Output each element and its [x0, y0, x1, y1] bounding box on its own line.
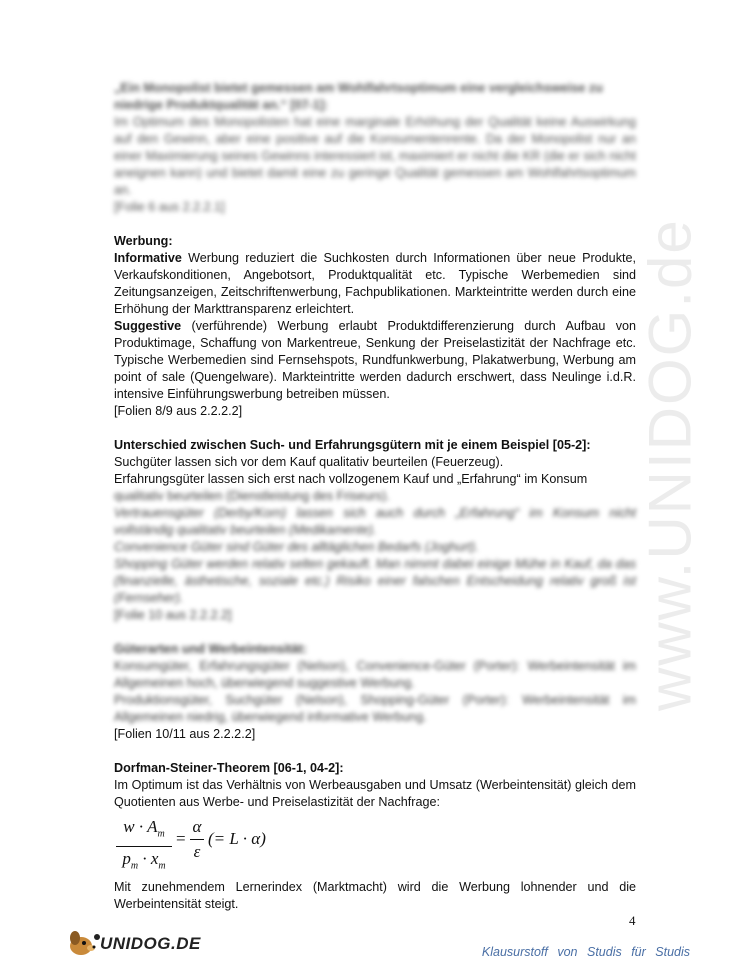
paragraph-suchgueter: Suchgüter lassen sich vor dem Kauf qualitativ beurteilen (Feuerzeug). — [114, 455, 504, 469]
fraction-right: α ε — [190, 817, 204, 862]
section-heading: Güterarten und Werbeintensität: — [114, 642, 307, 656]
blurred-section-monopolist — [114, 80, 636, 216]
section-heading: „Ein Monopolist bietet gemessen am Wohlfahrtsoptimum eine vergleichsweise zu niedrige Produktqualität an.“ [07-1]: — [114, 81, 603, 112]
blurred-section-gueter — [114, 488, 636, 624]
blurred-line: qualitativ beurteilen (Dienstleistung des Friseurs). — [114, 489, 390, 503]
fraction-left: $w \cdot A_m$ $p_m \cdot x_m$ — [116, 817, 172, 877]
dorfman-steiner-formula — [114, 817, 636, 873]
equals-sign: = — [176, 829, 186, 848]
watermark: www.UNIDOG.de — [636, 218, 704, 712]
formula-lerner: (= L · α) — [208, 829, 266, 848]
paragraph-dorfman: Im Optimum ist das Verhältnis von Werbeausgaben und Umsatz (Werbeintensität) gleich dem Quotienten aus Werbe- und Preiselastizität der Nachfrage: — [114, 778, 636, 809]
logo-text: UNIDOG.DE — [100, 933, 201, 953]
text-informative: Werbung reduziert die Suchkosten durch Informationen über neue Produkte, Verkaufskonditionen, Angebotsort, Produktqualität etc. Typische Werbemedien sind Zeitungsanzeigen, Zeitschriftenwerbung, Fachpublikationen. Markteintritte werden durch eine Erhöhung der Markttransparenz erleichtert. — [114, 251, 636, 316]
paragraph: Produktionsgüter, Suchgüter (Nelson), Shopping-Güter (Porter): Werbeintensität im Allgemeinen niedrig, überwiegend informative Werbung. — [114, 693, 636, 724]
blurred-line: [Folie 10 aus 2.2.2.2] — [114, 608, 232, 622]
document-body — [114, 80, 636, 913]
paragraph: Konsumgüter, Erfahrungsgüter (Nelson), Convenience-Güter (Porter): Werbeintensität im Allgemeinen hoch, überwiegend suggestive Werbung. — [114, 659, 636, 690]
footer-tagline: Klausurstoff von Studis für Studis — [481, 945, 690, 959]
paragraph-erfahrungsgueter: Erfahrungsgüter lassen sich erst nach vollzogenem Kauf und „Erfahrung“ im Konsum — [114, 472, 588, 486]
section-heading-dorfman: Dorfman-Steiner-Theorem [06-1, 04-2]: — [114, 761, 344, 775]
dog-icon — [66, 928, 100, 958]
text-suggestive: (verführende) Werbung erlaubt Produktdifferenzierung durch Aufbau von Produktimage, Schaffung von Markentreue, Senkung der Preiselastizität der Nachfrage etc. Typische Werbemedien sind Fernsehspots, Rundfunkwerbung, Plakatwerbung, Werbung am point of sale (Quengelware). Markteintritte werden dadurch erschwert, dass Neulinge i.d.R. intensive Einführungswerbung betreiben müssen. — [114, 319, 636, 401]
paragraph-conclusion: Mit zunehmendem Lernerindex (Marktmacht) wird die Werbung lohnender und die Werbeintensität steigt. — [114, 880, 636, 911]
slide-reference: [Folie 6 aus 2.2.2.1] — [114, 200, 225, 214]
paragraph: Im Optimum des Monopolisten hat eine marginale Erhöhung der Qualität keine Auswirkung auf den Gewinn, aber eine positive auf die Konsumentenrente. Da der Monopolist nur an einer Maximierung seines Gewinns interessiert ist, maximiert er nicht die KR (die er sich nicht aneignen kann) und bietet damit eine zu geringe Qualität gemessen am Wohlfahrtsoptimum an. — [114, 115, 636, 197]
blurred-line: Shopping Güter werden relativ selten gekauft. Man nimmt dabei einige Mühe in Kauf, da das (finanzielle, ästhetische, soziale etc.) Risiko einer falschen Entscheidung relativ groß ist (Fernseher). — [114, 557, 636, 605]
unidog-logo — [66, 928, 201, 958]
paragraph-informative — [114, 250, 636, 318]
blurred-section-gueterarten — [114, 641, 636, 726]
paragraph-suggestive — [114, 318, 636, 403]
term-suggestive: Suggestive — [114, 319, 182, 333]
blurred-line: Vertrauensgüter (Derby/Korn) lassen sich auch durch „Erfahrung“ im Konsum nicht vollständig qualitativ beurteilen (Medikamente). — [114, 506, 636, 537]
slide-reference: [Folien 8/9 aus 2.2.2.2] — [114, 404, 243, 418]
slide-reference: [Folien 10/11 aus 2.2.2.2] — [114, 727, 256, 741]
term-informative: Informative — [114, 251, 182, 265]
blurred-line: Convenience Güter sind Güter des alltäglichen Bedarfs (Joghurt). — [114, 540, 479, 554]
section-heading-werbung: Werbung: — [114, 234, 173, 248]
page-number: 4 — [629, 913, 636, 928]
section-heading-unterschied: Unterschied zwischen Such- und Erfahrungsgütern mit je einem Beispiel [05-2]: — [114, 438, 591, 452]
